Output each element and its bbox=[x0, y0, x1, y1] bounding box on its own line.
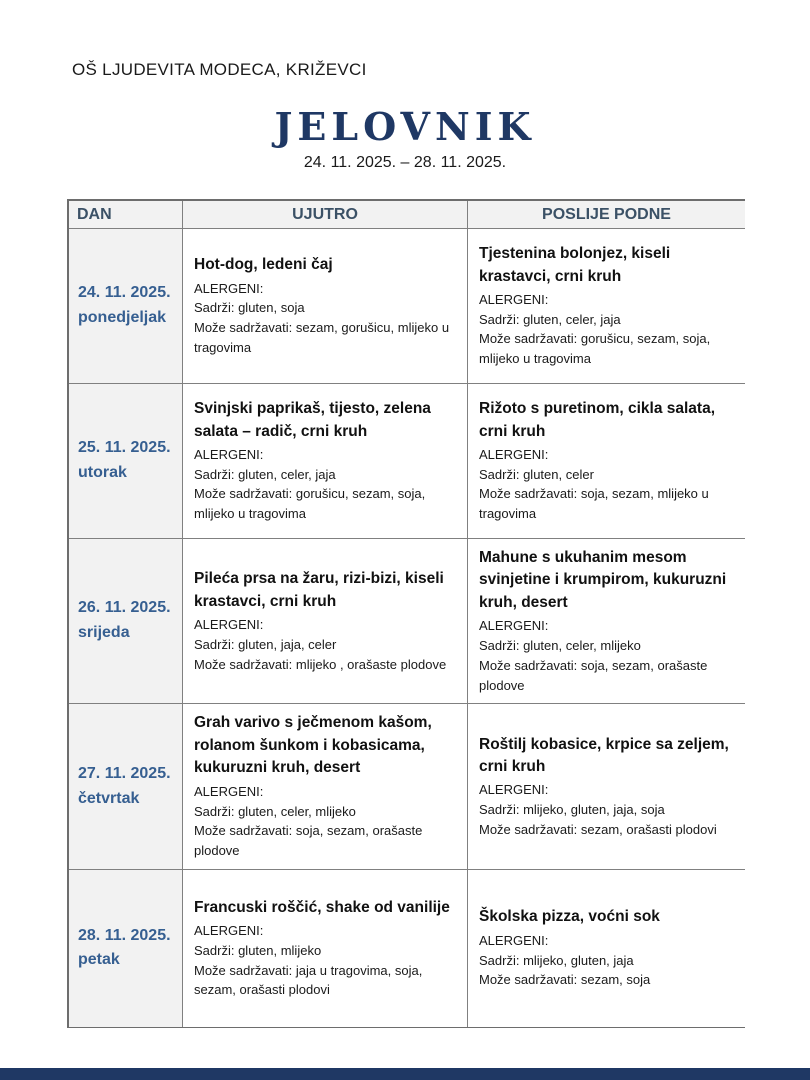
allergen-traces: Može sadržavati: soja, sezam, mlijeko u tragovima bbox=[479, 486, 709, 522]
allergen-contains: Sadrži: gluten, celer, jaja bbox=[194, 466, 336, 482]
afternoon-cell bbox=[468, 384, 745, 539]
table-row bbox=[69, 704, 744, 869]
morning-cell bbox=[183, 870, 468, 1027]
row-day-name: utorak bbox=[78, 464, 127, 481]
afternoon-cell bbox=[468, 539, 745, 704]
allergen-contains: Sadrži: gluten, jaja, celer bbox=[194, 636, 337, 652]
allergen-contains: Sadrži: gluten, celer, mlijeko bbox=[479, 638, 641, 654]
allergen-traces: Može sadržavati: soja, sezam, orašaste plodove bbox=[479, 657, 708, 693]
page-title: JELOVNIK bbox=[274, 104, 536, 149]
dish-title: Grah varivo s ječmenom kašom, rolanom šunkom i kobasicama, kukuruzni kruh, desert bbox=[194, 714, 432, 777]
allergen-contains: Sadrži: gluten, celer, mlijeko bbox=[194, 803, 356, 819]
allergen-traces: Može sadržavati: jaja u tragovima, soja, sezam, orašasti plodovi bbox=[194, 962, 423, 998]
dish-title: Rižoto s puretinom, cikla salata, crni kruh bbox=[479, 400, 716, 440]
allergen-contains: Sadrži: mlijeko, gluten, jaja, soja bbox=[479, 802, 665, 818]
allergen-label: ALERGENI: bbox=[479, 618, 549, 634]
allergen-label: ALERGENI: bbox=[479, 291, 549, 307]
allergen-traces: Može sadržavati: mlijeko , orašaste plodove bbox=[194, 656, 447, 672]
morning-cell bbox=[183, 539, 468, 704]
allergen-traces: Može sadržavati: gorušicu, sezam, soja, mlijeko u tragovima bbox=[194, 486, 426, 522]
allergen-contains: Sadrži: gluten, mlijeko bbox=[194, 942, 322, 958]
allergen-label: ALERGENI: bbox=[194, 280, 264, 296]
afternoon-cell bbox=[468, 704, 745, 869]
table-row bbox=[69, 539, 744, 704]
allergen-contains: Sadrži: gluten, soja bbox=[194, 300, 305, 316]
footer-accent-bar bbox=[0, 1068, 810, 1080]
morning-cell bbox=[183, 384, 468, 539]
table-row bbox=[69, 229, 744, 384]
morning-cell bbox=[183, 229, 468, 384]
table-row bbox=[69, 870, 744, 1027]
dish-title: Roštilj kobasice, krpice sa zeljem, crni kruh bbox=[479, 735, 729, 775]
day-cell bbox=[69, 539, 183, 704]
column-header-poslije-podne: POSLIJE PODNE bbox=[468, 201, 745, 229]
allergen-label: ALERGENI: bbox=[479, 782, 549, 798]
allergen-traces: Može sadržavati: sezam, orašasti plodovi bbox=[479, 821, 717, 837]
allergen-traces: Može sadržavati: sezam, soja bbox=[479, 972, 651, 988]
menu-table bbox=[67, 199, 745, 1028]
dish-title: Mahune s ukuhanim mesom svinjetine i krumpirom, kukuruzni kruh, desert bbox=[479, 549, 727, 611]
allergen-label: ALERGENI: bbox=[479, 446, 549, 462]
allergen-contains: Sadrži: gluten, celer, jaja bbox=[479, 311, 621, 327]
row-day-name: srijeda bbox=[78, 624, 130, 642]
dish-title: Francuski roščić, shake od vanilije bbox=[194, 898, 450, 916]
table-row bbox=[69, 384, 744, 539]
afternoon-cell bbox=[468, 229, 745, 384]
date-range: 24. 11. 2025. – 28. 11. 2025. bbox=[303, 154, 507, 171]
allergen-traces: Može sadržavati: soja, sezam, orašaste plodove bbox=[194, 823, 423, 859]
dish-title: Hot-dog, ledeni čaj bbox=[194, 256, 333, 274]
afternoon-cell bbox=[468, 870, 745, 1027]
day-cell bbox=[69, 870, 183, 1027]
allergen-contains: Sadrži: gluten, celer bbox=[479, 466, 594, 482]
dish-title: Svinjski paprikaš, tijesto, zelena salata – radič, crni kruh bbox=[194, 400, 431, 440]
day-cell bbox=[69, 229, 183, 384]
dish-title: Školska pizza, voćni sok bbox=[479, 908, 660, 926]
row-date: 24. 11. 2025. bbox=[78, 284, 171, 302]
school-name: OŠ LJUDEVITA MODECA, KRIŽEVCI bbox=[72, 60, 367, 79]
row-date: 25. 11. 2025. bbox=[78, 439, 171, 457]
dish-title: Tjestenina bolonjez, kiseli krastavci, crni kruh bbox=[479, 245, 671, 285]
allergen-traces: Može sadržavati: gorušicu, sezam, soja, mlijeko u tragovima bbox=[479, 331, 711, 367]
allergen-label: ALERGENI: bbox=[194, 783, 264, 799]
allergen-traces: Može sadržavati: sezam, gorušicu, mlijeko u tragovima bbox=[194, 320, 450, 355]
dish-title: Pileća prsa na žaru, rizi-bizi, kiseli krastavci, crni kruh bbox=[194, 570, 444, 610]
row-day-name: četvrtak bbox=[78, 789, 140, 807]
allergen-contains: Sadrži: mlijeko, gluten, jaja bbox=[479, 952, 634, 968]
allergen-label: ALERGENI: bbox=[194, 617, 264, 633]
day-cell bbox=[69, 384, 183, 539]
row-date: 26. 11. 2025. bbox=[78, 599, 171, 617]
allergen-label: ALERGENI: bbox=[194, 446, 264, 462]
row-date: 28. 11. 2025. bbox=[78, 926, 171, 944]
row-day-name: petak bbox=[78, 951, 120, 969]
row-day-name: ponedjeljak bbox=[78, 309, 167, 326]
row-date: 27. 11. 2025. bbox=[78, 764, 171, 782]
column-header-dan: DAN bbox=[69, 201, 183, 229]
allergen-label: ALERGENI: bbox=[479, 932, 549, 948]
morning-cell bbox=[183, 704, 468, 869]
column-header-ujutro: UJUTRO bbox=[183, 201, 468, 229]
day-cell bbox=[69, 704, 183, 869]
allergen-label: ALERGENI: bbox=[194, 923, 264, 939]
table-header-row bbox=[69, 201, 744, 229]
